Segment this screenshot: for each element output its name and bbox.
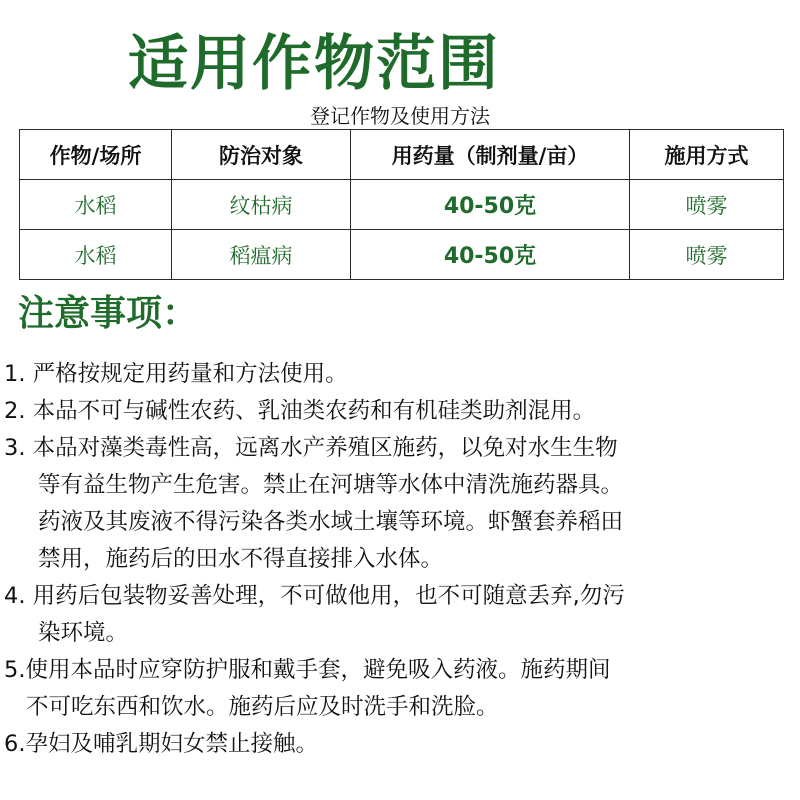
cell-method: 喷雾: [630, 180, 784, 230]
note-line: 3. 本品对藻类毒性高，远离水产养殖区施药，以免对水生生物: [4, 435, 618, 461]
usage-table: [19, 129, 784, 280]
notes-list: [4, 356, 796, 763]
page-title: 适用作物范围: [128, 29, 500, 99]
note-line: 染环境。: [38, 620, 129, 646]
cell-dosage: 40-50克: [351, 180, 630, 230]
notes-heading: 注意事项：: [18, 292, 199, 334]
cell-dosage: 40-50克: [351, 230, 630, 280]
table-header-row: [20, 130, 784, 180]
note-line: 禁用，施药后的田水不得直接排入水体。: [38, 546, 444, 572]
cell-crop: 水稻: [20, 180, 172, 230]
cell-target: 纹枯病: [172, 180, 351, 230]
note-line: 4. 用药后包装物妥善处理，不可做他用，也不可随意丢弃,勿污: [4, 583, 625, 609]
cell-method: 喷雾: [630, 230, 784, 280]
note-line: 1. 严格按规定用药量和方法使用。: [4, 361, 348, 387]
note-line: 不可吃东西和饮水。施药后应及时洗手和洗脸。: [26, 694, 499, 720]
note-line: 5.使用本品时应穿防护服和戴手套，避免吸入药液。施药期间: [4, 657, 611, 683]
column-header-dosage: 用药量（制剂量/亩）: [351, 130, 630, 180]
column-header-crop: 作物/场所: [20, 130, 172, 180]
table-row: [20, 180, 784, 230]
column-header-method: 施用方式: [630, 130, 784, 180]
note-line: 2. 本品不可与碱性农药、乳油类农药和有机硅类助剂混用。: [4, 398, 596, 424]
cell-crop: 水稻: [20, 230, 172, 280]
note-line: 药液及其废液不得污染各类水域土壤等环境。虾蟹套养稻田: [38, 509, 624, 535]
table-row: [20, 230, 784, 280]
column-header-target: 防治对象: [172, 130, 351, 180]
cell-target: 稻瘟病: [172, 230, 351, 280]
table-caption: 登记作物及使用方法: [310, 104, 490, 128]
note-line: 等有益生物产生危害。禁止在河塘等水体中清洗施药器具。: [38, 472, 624, 498]
note-line: 6.孕妇及哺乳期妇女禁止接触。: [4, 731, 318, 757]
